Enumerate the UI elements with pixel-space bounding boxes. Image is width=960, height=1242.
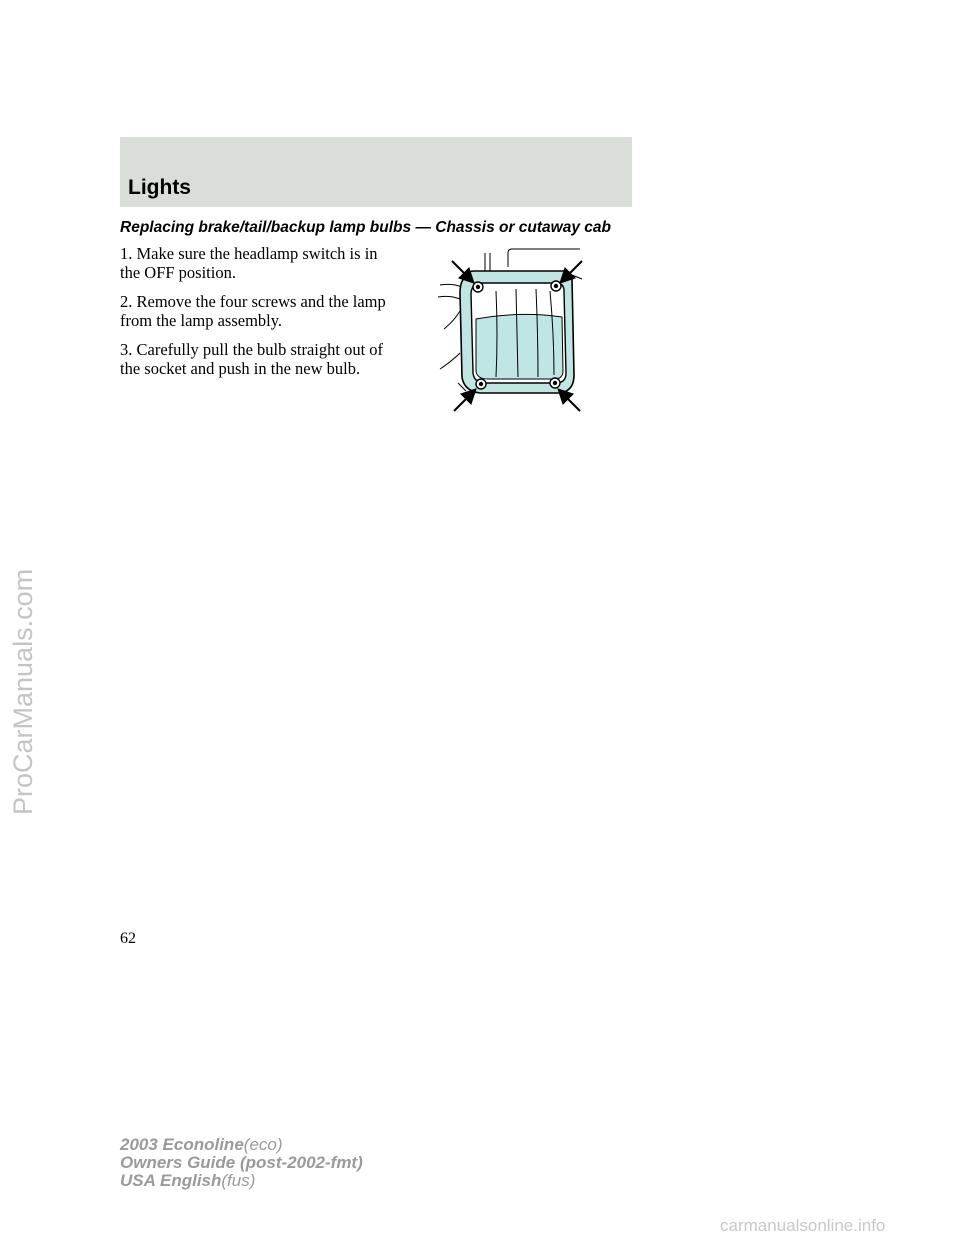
step-2: 2. Remove the four screws and the lamp from the lamp assembly.	[120, 292, 386, 330]
header-band	[120, 137, 632, 207]
page-section-title: Lights	[128, 176, 191, 199]
footer-language: USA English	[120, 1171, 222, 1190]
document-footer	[120, 1136, 363, 1190]
bottom-watermark: carmanualsonline.info	[720, 1216, 886, 1235]
step-1: 1. Make sure the headlamp switch is in the OFF position.	[120, 244, 378, 282]
footer-model: 2003 Econoline	[120, 1135, 244, 1154]
procedure-heading: Replacing brake/tail/backup lamp bulbs — Chassis or cutaway cab	[120, 219, 611, 236]
step-3: 3. Carefully pull the bulb straight out of the socket and push in the new bulb.	[120, 340, 384, 378]
lamp-assembly-diagram	[432, 245, 604, 415]
side-watermark: ProCarManuals.com	[8, 568, 38, 815]
footer-language-code: (fus)	[221, 1171, 256, 1190]
footer-line-model	[120, 1136, 363, 1154]
footer-line-language	[120, 1172, 363, 1190]
lamp-lens	[476, 314, 563, 379]
footer-line-guide: Owners Guide (post-2002-fmt)	[120, 1153, 363, 1172]
footer-model-code: (eco)	[243, 1135, 283, 1154]
page-number: 62	[120, 930, 136, 947]
procedure-steps	[120, 244, 390, 388]
